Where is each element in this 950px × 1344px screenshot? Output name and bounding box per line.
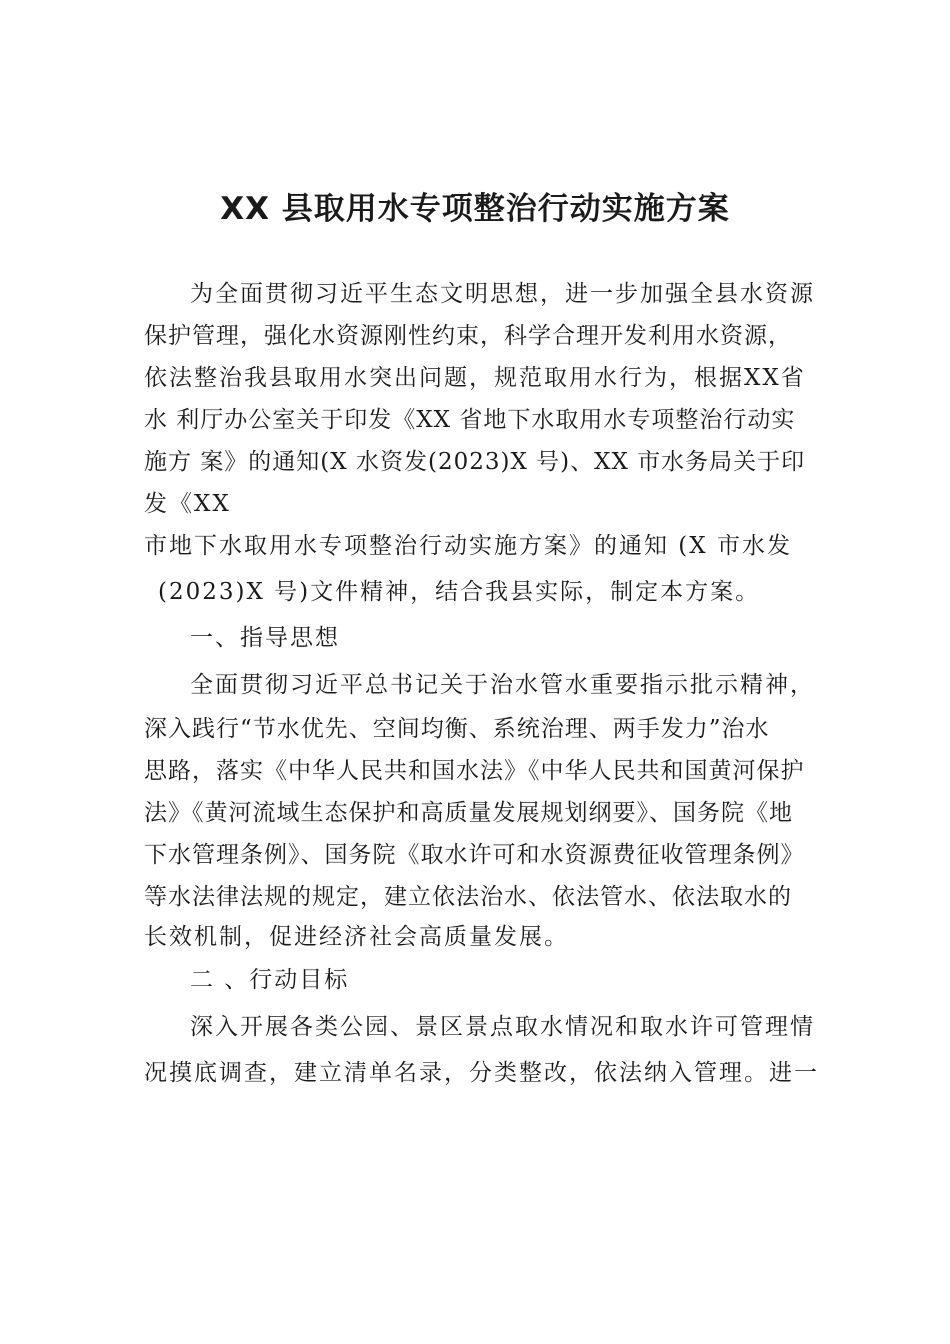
body-line-6: 发《XX [144, 491, 231, 517]
section-heading-1: 一、指导思想 [190, 625, 340, 651]
document-title: XX 县取用水专项整治行动实施方案 [220, 191, 730, 227]
body-line-13: 下水管理条例》、国务院《取水许可和水资源费征收管理条例》 [144, 842, 805, 868]
body-line-11: 思路，落实《中华人民共和国水法》《中华人民共和国黄河保护 [144, 758, 805, 784]
body-line-1: 为全面贯彻习近平生态文明思想，进一步加强全县水资源 [190, 281, 815, 307]
body-line-9: 全面贯彻习近平总书记关于治水管水重要指示批示精神， [190, 672, 815, 698]
body-line-7: 市地下水取用水专项整治行动实施方案》的通知 (X 市水发 [144, 533, 792, 559]
body-line-12: 法》《黄河流域生态保护和高质量发展规划纲要》、国务院《地 [144, 800, 793, 826]
body-line-17: 况摸底调查，建立清单名录，分类整改，依法纳入管理。进一 [144, 1060, 819, 1086]
body-line-10: 深入践行“节水优先、空间均衡、系统治理、两手发力”治水 [144, 716, 770, 742]
body-line-14: 等水法律法规的规定，建立依法治水、依法管水、依法取水的 [144, 884, 792, 910]
body-line-3: 依法整治我县取用水突出问题，规范取用水行为，根据XX省 [144, 365, 806, 391]
body-line-4: 水 利厅办公室关于印发《XX 省地下水取用水专项整治行动实 [144, 407, 796, 433]
body-line-2: 保护管理，强化水资源刚性约束，科学合理开发利用水资源， [144, 323, 792, 349]
body-line-15: 长效机制，促进经济社会高质量发展。 [144, 924, 569, 950]
body-line-8: (2023)X 号)文件精神，结合我县实际，制定本方案。 [158, 579, 761, 605]
section-heading-2: 二 、行动目标 [190, 967, 350, 993]
body-line-16: 深入开展各类公园、景区景点取水情况和取水许可管理情 [190, 1014, 815, 1040]
body-line-5: 施方 案》的通知(X 水资发(2023)X 号)、XX 市水务局关于印 [144, 449, 806, 475]
